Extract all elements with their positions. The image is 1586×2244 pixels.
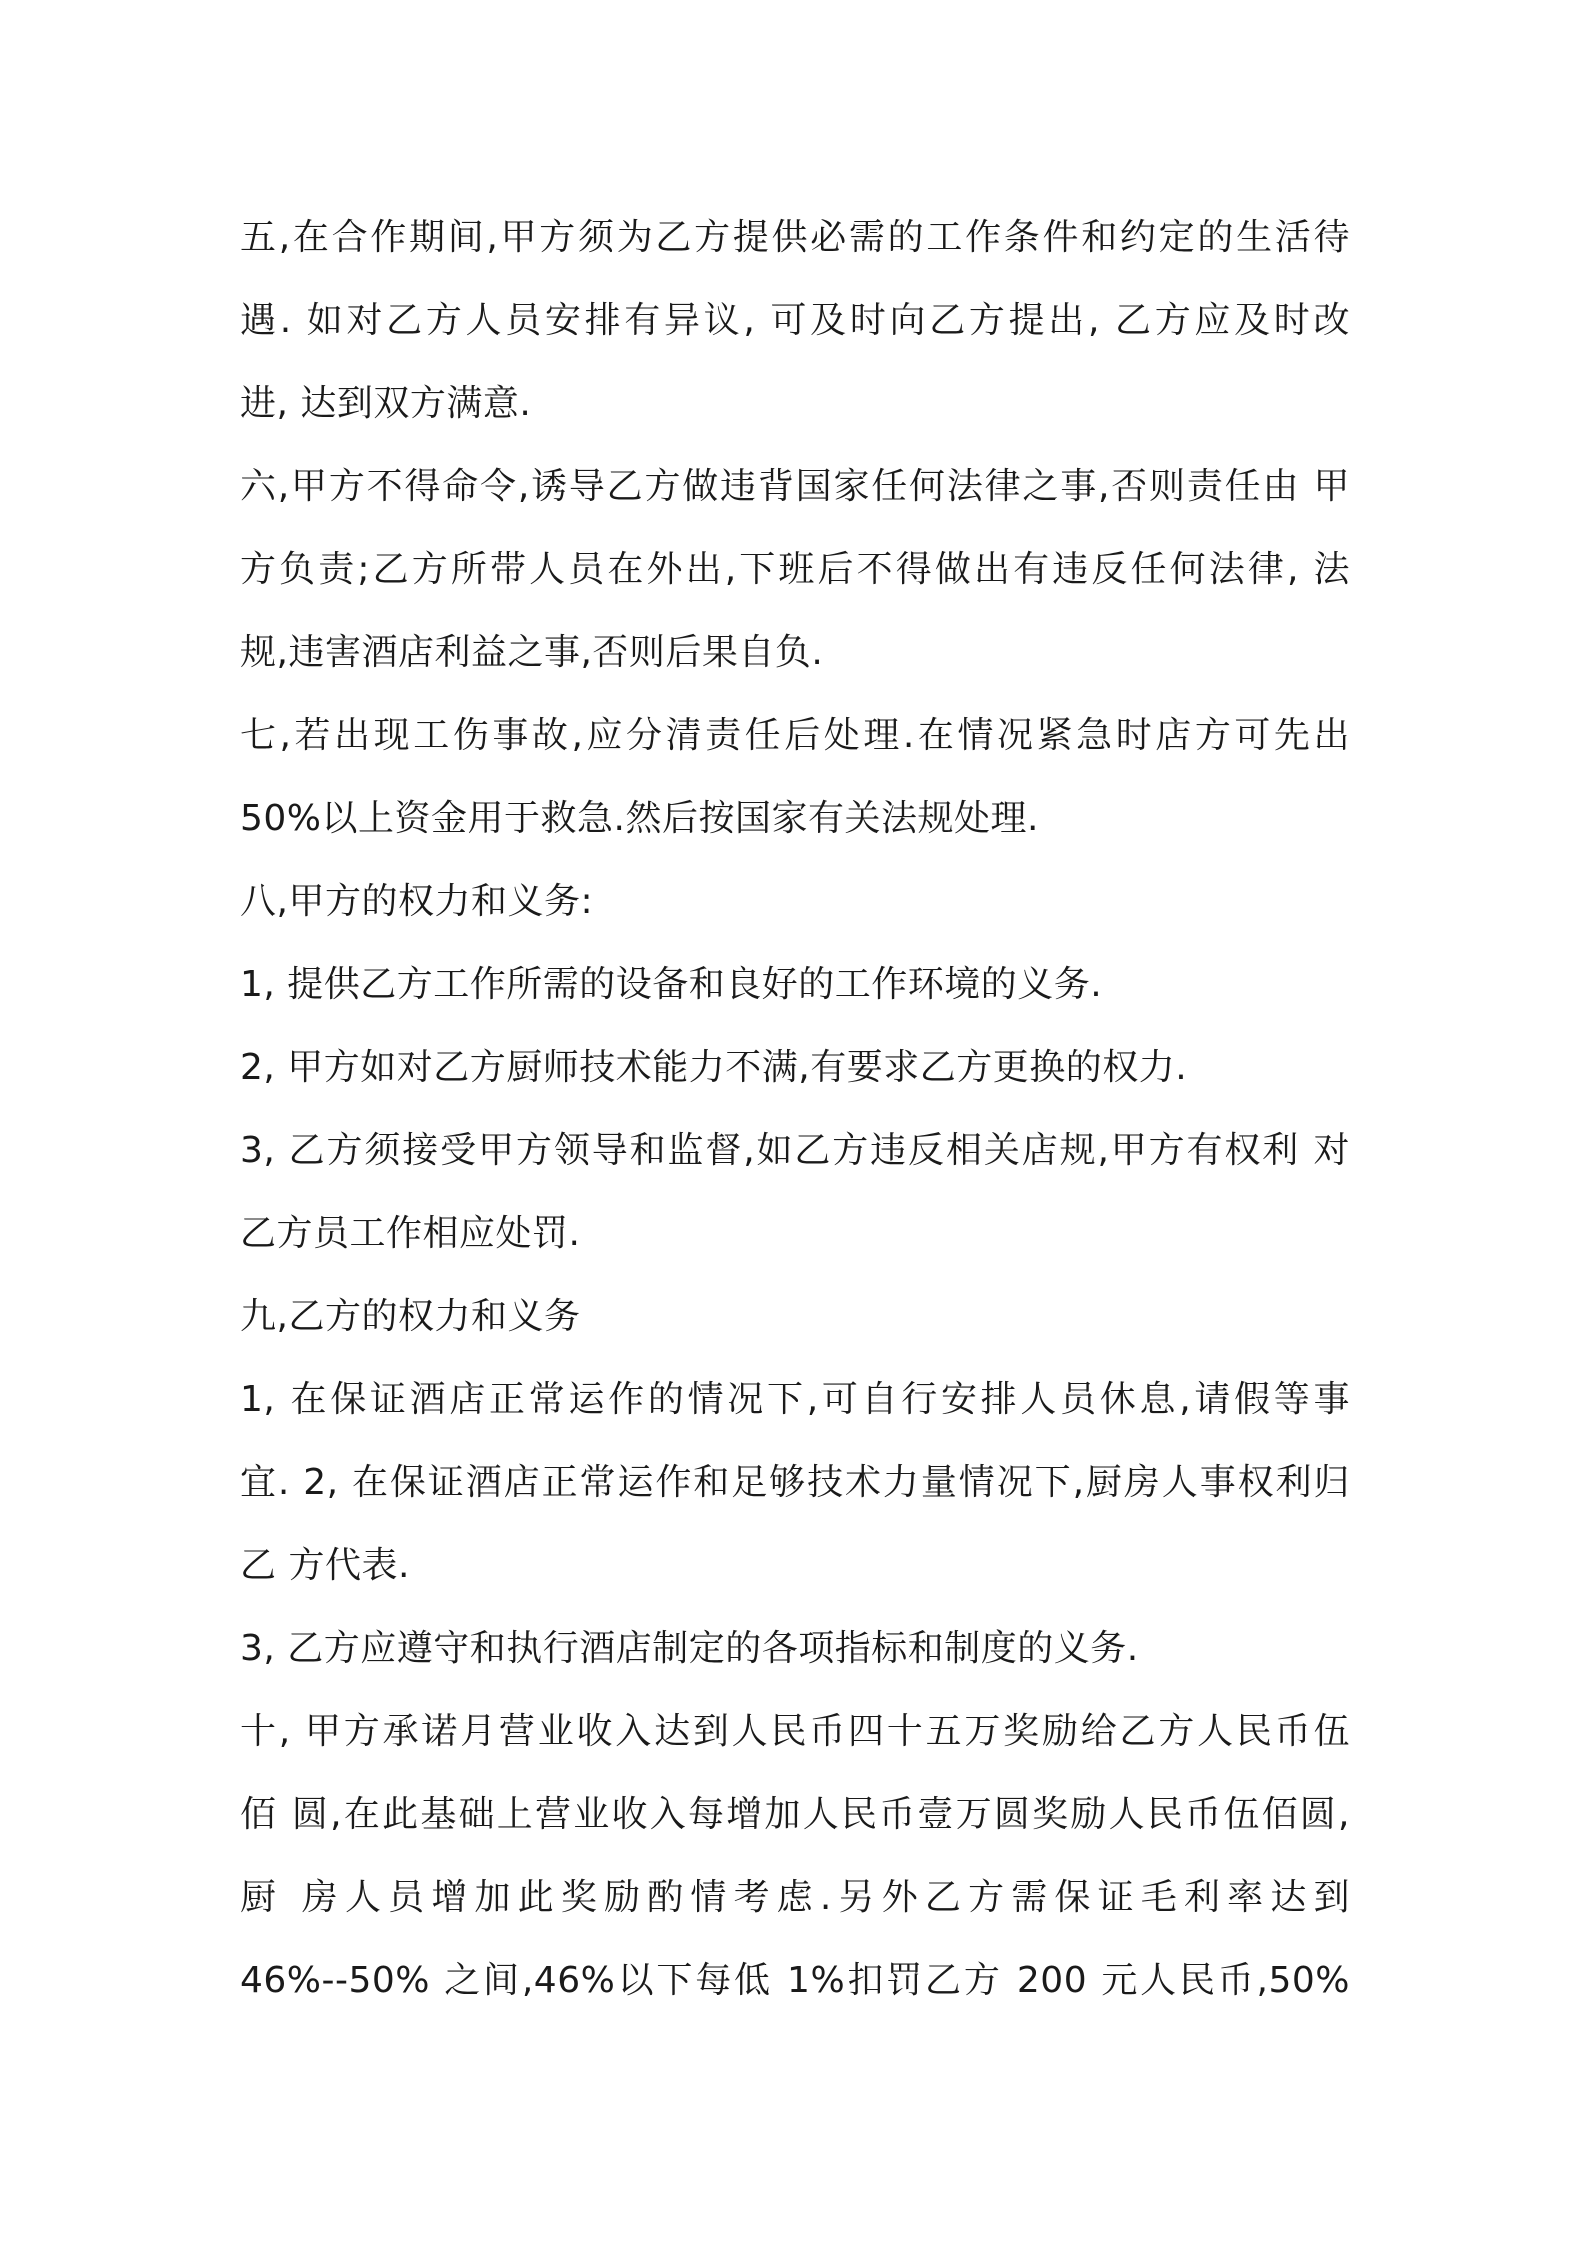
contract-text	[240, 196, 1350, 2022]
text-line-14: 九,乙方的权力和义务	[240, 1296, 581, 1337]
text-line-15: 1, 在保证酒店正常运作的情况下,可自行安排人员休息,请假等事	[240, 1379, 1350, 1420]
text-line-2: 遇. 如对乙方人员安排有异议, 可及时向乙方提出, 乙方应及时改	[240, 300, 1350, 341]
text-line-21: 厨 房人员增加此奖励酌情考虑.另外乙方需保证毛利率达到	[240, 1877, 1350, 1918]
text-line-18: 3, 乙方应遵守和执行酒店制定的各项指标和制度的义务.	[240, 1628, 1139, 1669]
text-line-6: 规,违害酒店利益之事,否则后果自负.	[240, 632, 824, 673]
text-line-22: 46%--50% 之间,46%以下每低 1%扣罚乙方 200 元人民币,50%	[240, 1960, 1350, 2001]
text-line-12: 3, 乙方须接受甲方领导和监督,如乙方违反相关店规,甲方有权利 对	[240, 1130, 1350, 1171]
text-line-9: 八,甲方的权力和义务:	[240, 881, 594, 922]
text-line-13: 乙方员工作相应处罚.	[240, 1213, 581, 1254]
text-line-19: 十, 甲方承诺月营业收入达到人民币四十五万奖励给乙方人民币伍	[240, 1711, 1350, 1752]
text-line-3: 进, 达到双方满意.	[240, 383, 532, 424]
text-line-10: 1, 提供乙方工作所需的设备和良好的工作环境的义务.	[240, 964, 1103, 1005]
text-line-4: 六,甲方不得命令,诱导乙方做违背国家任何法律之事,否则责任由 甲	[240, 466, 1350, 507]
text-line-11: 2, 甲方如对乙方厨师技术能力不满,有要求乙方更换的权力.	[240, 1047, 1188, 1088]
text-line-20: 佰 圆,在此基础上营业收入每增加人民币壹万圆奖励人民币伍佰圆,	[240, 1794, 1350, 1835]
text-line-1: 五,在合作期间,甲方须为乙方提供必需的工作条件和约定的生活待	[240, 217, 1350, 258]
text-line-8: 50%以上资金用于救急.然后按国家有关法规处理.	[240, 798, 1039, 839]
text-line-16: 宜. 2, 在保证酒店正常运作和足够技术力量情况下,厨房人事权利归	[240, 1462, 1350, 1503]
text-line-17: 乙 方代表.	[240, 1545, 410, 1586]
text-line-7: 七,若出现工伤事故,应分清责任后处理.在情况紧急时店方可先出	[240, 715, 1350, 756]
text-line-5: 方负责;乙方所带人员在外出,下班后不得做出有违反任何法律, 法	[240, 549, 1350, 590]
